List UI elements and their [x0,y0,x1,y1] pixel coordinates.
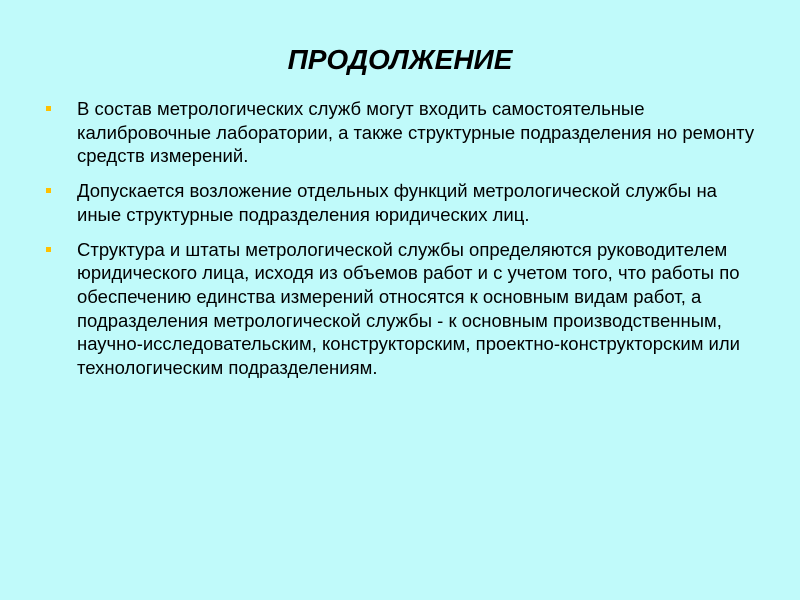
bullet-text: Структура и штаты метрологической службы определяются руководителем юридического лица, исходя из объемов работ и с учетом того, что работы по обеспечению единства измерений относятся к основным видам работ, а подразделения метрологической службы - к основным производственным, научно-исследовательским, конструкторским, проектно-конструкторским или технологическим подразделениям. [77,238,741,379]
square-bullet-icon [46,188,51,193]
slide-title: ПРОДОЛЖЕНИЕ [287,44,513,75]
bullet-item [44,238,764,380]
bullet-list [44,97,764,391]
square-bullet-icon [46,247,51,252]
square-bullet-icon [46,106,51,111]
bullet-text: В состав метрологических служб могут входить самостоятельные калибровочные лаборатории, а также структурные подразделения но ремонту средств измерений. [77,98,755,167]
bullet-text: Допускается возложение отдельных функций метрологической службы на иные структурные подразделения юридических лиц. [77,180,717,225]
bullet-item [44,179,764,226]
bullet-item [44,97,764,168]
